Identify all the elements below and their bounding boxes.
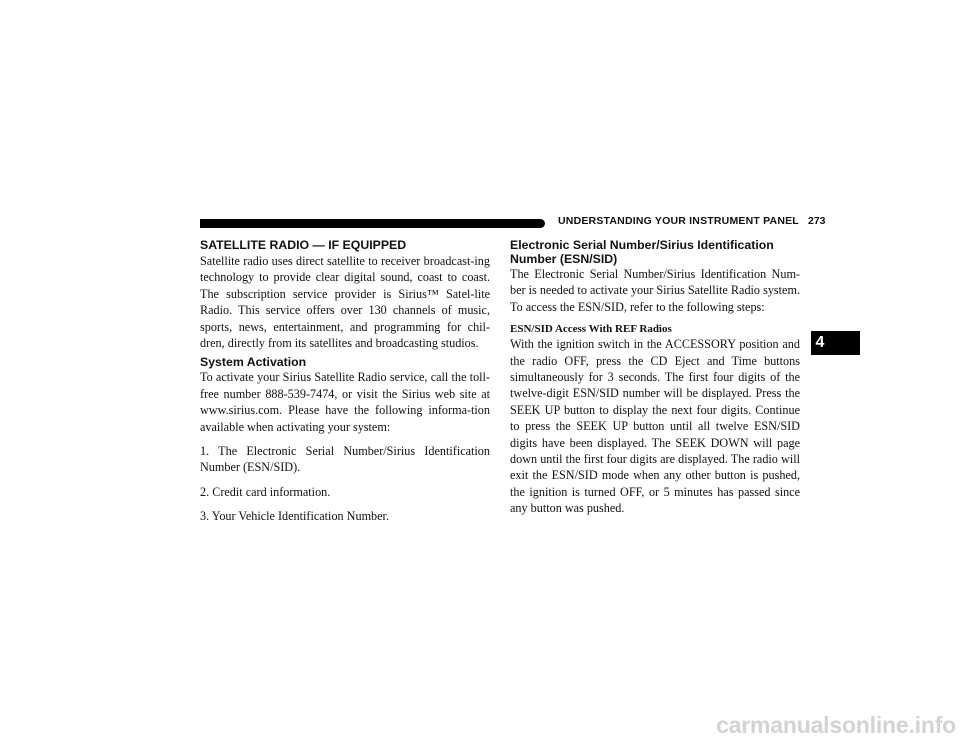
page-number: 273 [808,215,826,227]
list-item: 3. Your Vehicle Identification Number. [200,509,389,524]
subheading-system-activation: System Activation [200,355,307,370]
left-column [200,238,490,525]
right-column [510,238,800,517]
intro-paragraph: Satellite radio uses direct satellite to receiver broadcast-ing technology to provide clear digital sound, coast to coast. The subscription service provider is Sirius™ Satel-lite Radio. This service offers over 130 channels of music, sports, news, entertainment, and programming for chil-dren, directly from its satellites and broadcasting studios. [200,254,490,351]
chapter-tab [811,331,860,355]
esn-heading-line1: Electronic Serial Number/Sirius Identification [510,238,774,252]
esn-body-paragraph: With the ignition switch in the ACCESSORY position and the radio OFF, press the CD Eject and Time buttons simultaneously for 3 seconds. The first four digits of the twelve-digit ESN/SID number will be displayed. Press the SEEK UP button to display the next four digits. Continue to press the SEEK UP button until all twelve ESN/SID digits have been displayed. The SEEK DOWN will page down until the first four digits are displayed. The radio will exit the ESN/SID mode when any other button is pushed, the ignition is turned OFF, or 5 minutes has passed since any button was pushed. [510,337,800,516]
list-item: 2. Credit card information. [200,484,331,499]
running-header: UNDERSTANDING YOUR INSTRUMENT PANEL [558,215,799,227]
section-heading: SATELLITE RADIO — IF EQUIPPED [200,238,407,252]
watermark: carmanualsonline.info [716,712,956,738]
esn-intro-paragraph: The Electronic Serial Number/Sirius Identification Num-ber is needed to activate your Sirius Satellite Radio system. To access the ESN/SID, refer to the following steps: [510,267,800,314]
esn-heading-line2: Number (ESN/SID) [510,252,618,266]
list-item: 1. The Electronic Serial Number/Sirius Identification Number (ESN/SID). [200,444,490,475]
header-rule [200,219,545,228]
chapter-number: 4 [815,334,825,351]
activation-paragraph: To activate your Sirius Satellite Radio service, call the toll-free number 888-539-7474, or visit the Sirius web site at www.sirius.com. Please have the following informa-tion available when activating your system: [200,370,490,434]
subheading-ref-radios: ESN/SID Access With REF Radios [510,323,672,336]
